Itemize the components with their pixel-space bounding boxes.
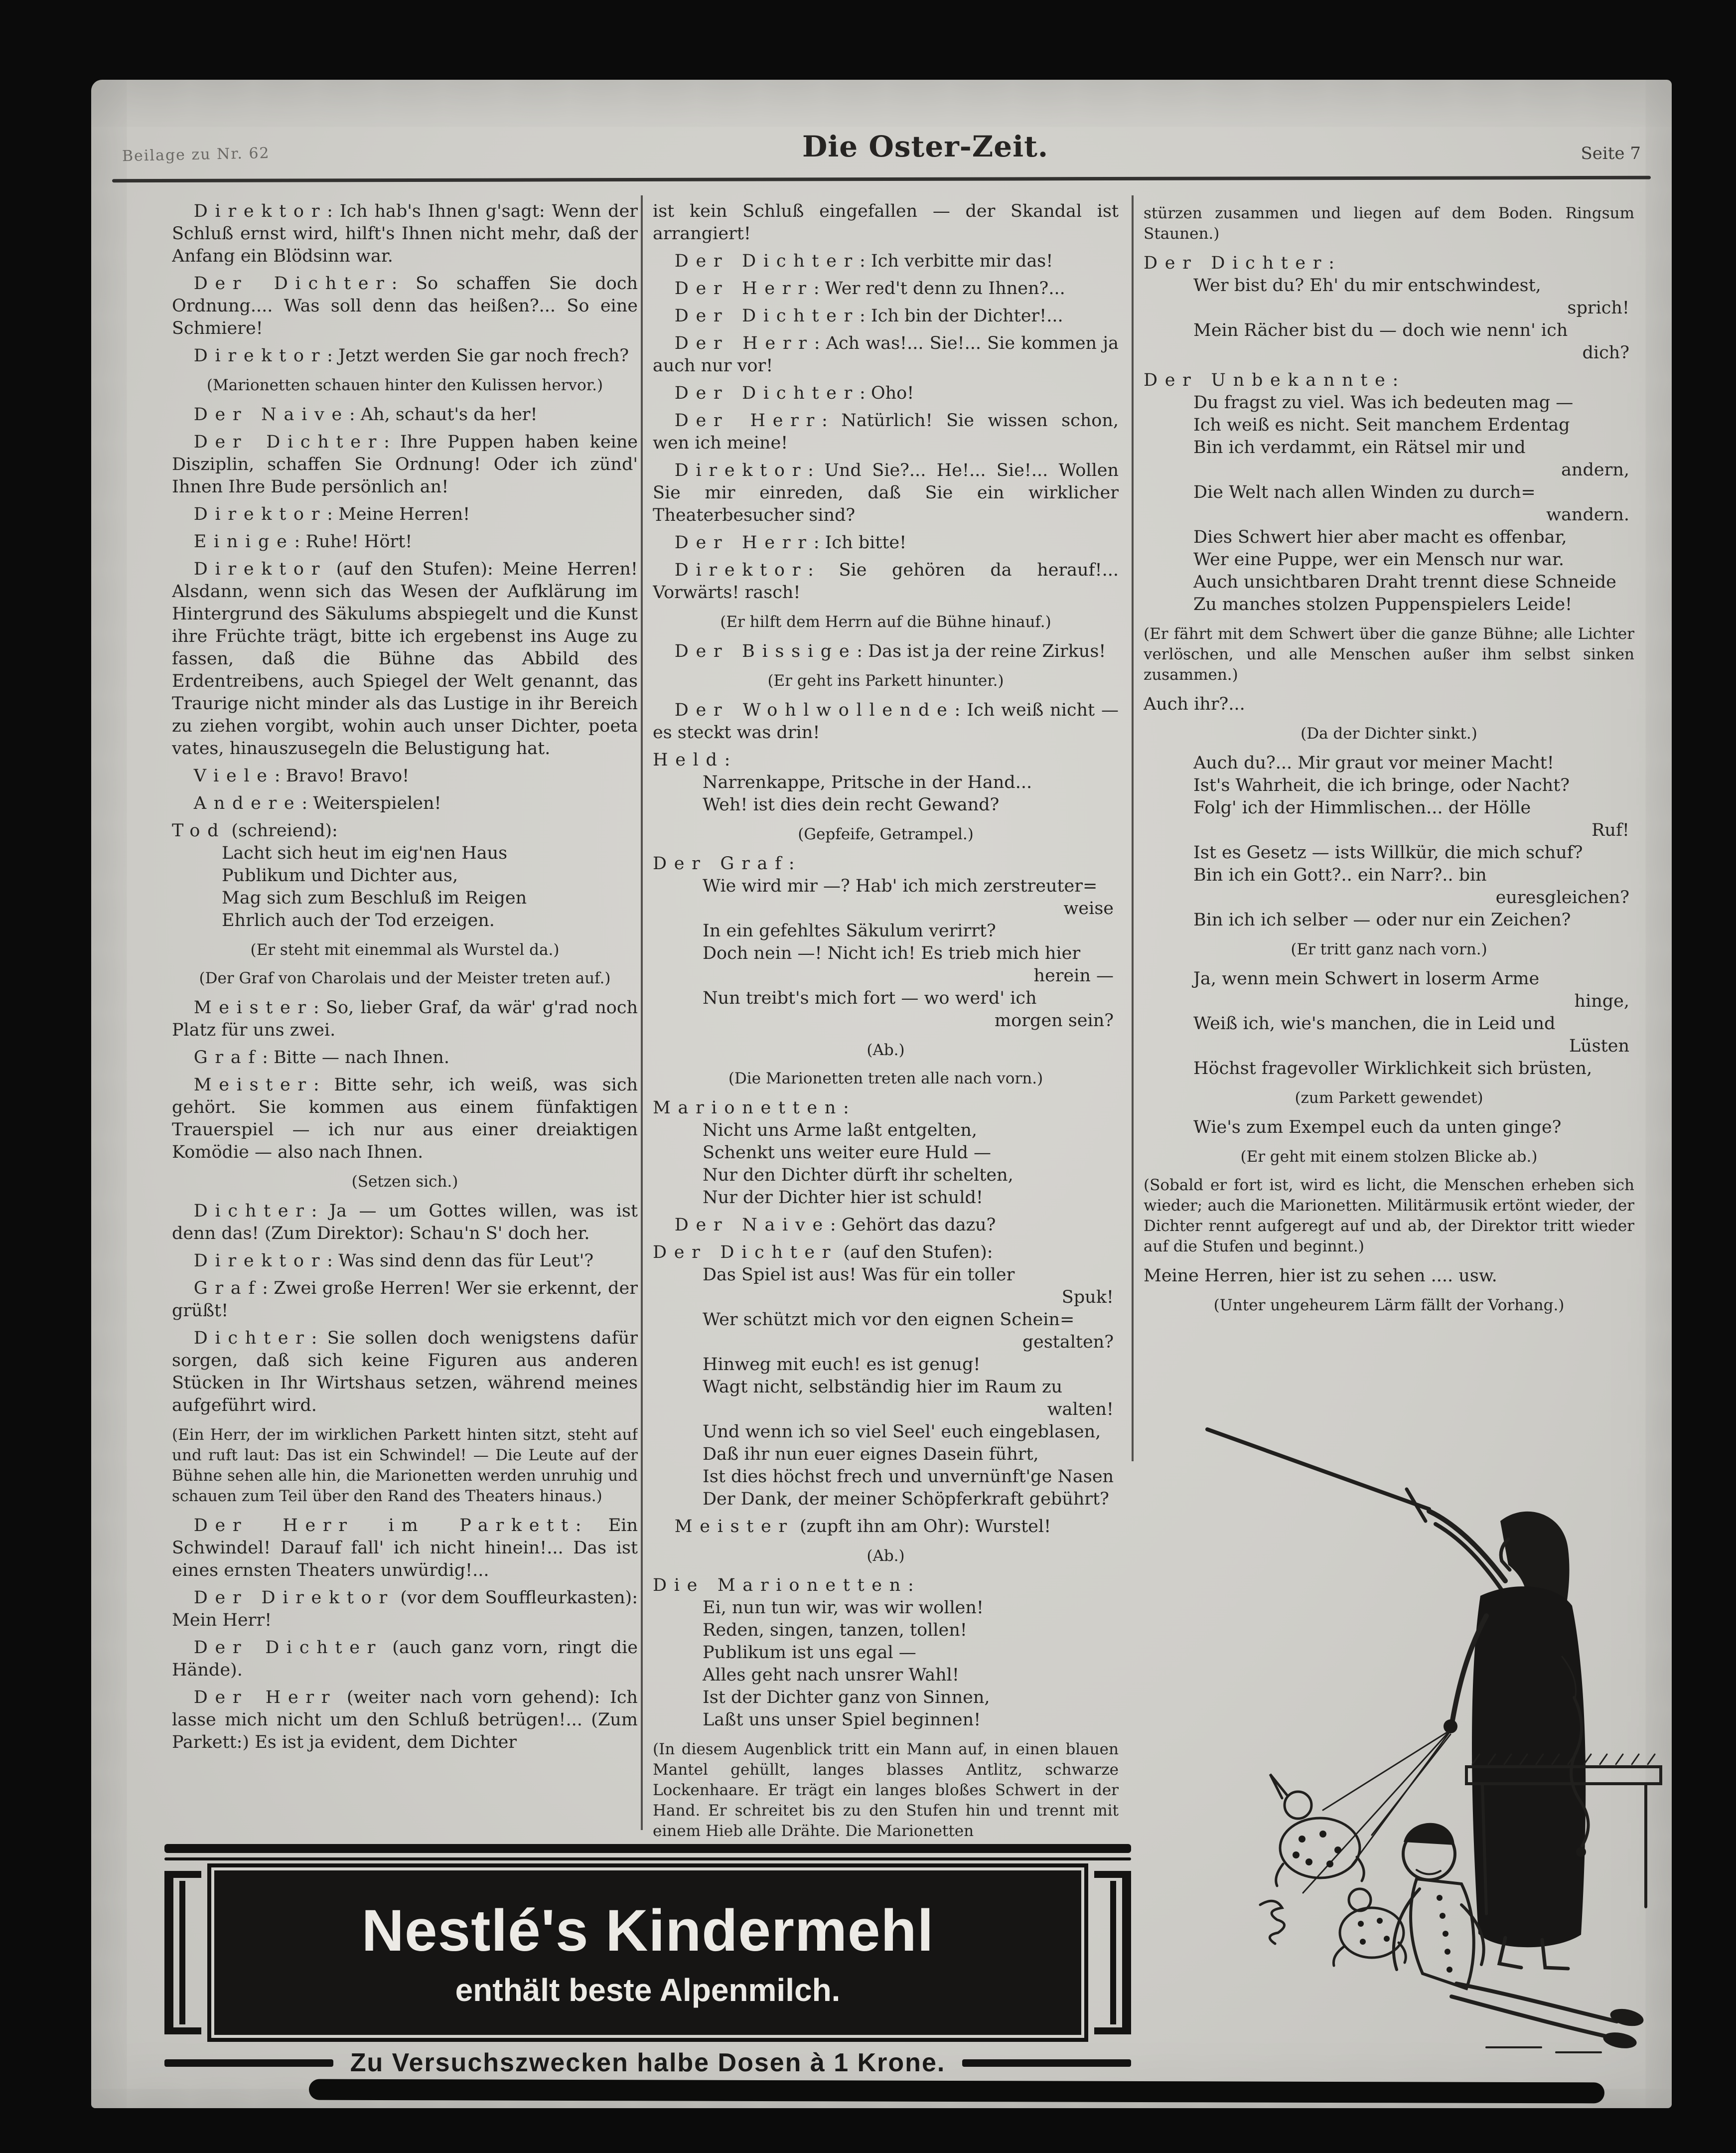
verse-line: Bin ich verdammt, ein Rätsel mir und (1193, 438, 1526, 458)
speaker-name: Der Dichter (193, 432, 384, 452)
speaker-name: Der Dichter (674, 383, 860, 403)
speaker-note: : (860, 383, 866, 403)
speaker-note: : (327, 504, 333, 524)
newspaper-title: Die Oster-Zeit. (802, 130, 1049, 163)
sword-icon (1207, 1429, 1429, 1509)
verse-line: Narrenkappe, Pritsche in der Hand... (703, 772, 1032, 792)
verse (1144, 968, 1634, 1080)
dialogue-verse (1144, 369, 1634, 616)
speaker-note: : (1392, 370, 1399, 390)
dialogue: Der Dichter: Ich bin der Dichter!... (674, 306, 1063, 326)
speaker-name: Direktor (674, 560, 808, 580)
dialogue: Der Bissige: Das ist ja der reine Zirkus! (674, 641, 1106, 661)
speaker-note: : (814, 333, 820, 353)
stage-direction: (Marionetten schauen hinter den Kulissen hervor.) (206, 376, 603, 394)
dialogue: Direktor: Ich hab's Ihnen g'sagt: Wenn der Schluß ernst wird, hilft's Ihnen nicht mehr, daß der Anfang ein Blödsinn war. (172, 201, 638, 266)
scan-bottom-smudge (309, 2079, 1604, 2104)
speaker-name: Direktor (674, 461, 808, 480)
verse-line: Die Welt nach allen Winden zu durch= (1193, 482, 1536, 502)
verse-line: dich? (1582, 343, 1629, 363)
dialogue: Der Herr: Natürlich! Sie wissen schon, wen ich meine! (653, 411, 1119, 453)
dialogue: Dichter: Ja — um Gottes willen, was ist denn das! (Zum Direktor): Schau'n S' doch her. (172, 1201, 638, 1243)
verse-line: Ich weiß es nicht. Seit manchem Erdentag (1193, 415, 1570, 435)
speaker-name: Die Marionetten (653, 1575, 908, 1595)
stage-direction: (Die Marionetten treten alle nach vorn.) (728, 1070, 1043, 1087)
stage-direction: (Er hilft dem Herrn auf die Bühne hinauf.) (720, 613, 1051, 631)
column-3 (1144, 195, 1634, 1471)
paragraph: Meine Herren, hier ist zu sehen .... usw. (1144, 1266, 1497, 1286)
speaker-name: Graf (193, 1278, 263, 1298)
verse-line: Bin ich ein Gott?.. ein Narr?.. bin (1193, 865, 1487, 885)
verse-line: Wer eine Puppe, wer ein Mensch nur war. (1193, 550, 1565, 570)
stage-direction: (Der Graf von Charolais und der Meister treten auf.) (199, 969, 611, 987)
speaker-name: Der Wohlwollende (674, 700, 955, 720)
speaker-note: (vor dem Souffleurkasten): (394, 1588, 638, 1608)
speaker-name: Tod (172, 821, 226, 841)
speaker-name: Der Dichter (193, 274, 392, 294)
speaker-name: Meister (193, 998, 313, 1018)
verse-line: Ist der Dichter ganz von Sinnen, (703, 1688, 990, 1707)
speaker-name: Der Herr (674, 411, 822, 431)
verse-line: Wagt nicht, selbständig hier im Raum zu (703, 1377, 1063, 1397)
verse-lines (703, 1119, 1119, 1209)
dialogue: Der Dichter: Ihre Puppen haben keine Disziplin, schaffen Sie Ordnung! Oder ich zünd' Ihnen Ihre Bude persönlich an! (172, 432, 638, 497)
speaker-name: Der Dichter (674, 306, 860, 326)
speaker-name: Marionetten (653, 1098, 844, 1118)
speaker-name: Der Unbekannte (1144, 370, 1393, 390)
speaker-name: Der Herr (674, 279, 814, 299)
speaker-note: : (313, 998, 319, 1018)
verse-line: Wer bist du? Eh' du mir entschwindest, (1193, 276, 1541, 296)
verse (1144, 1116, 1634, 1139)
speaker-name: Der Naive (674, 1215, 830, 1235)
speaker-note: : (843, 1098, 849, 1118)
collapsed-puppet-3 (1260, 1901, 1285, 1944)
ad-frame (164, 1870, 1131, 2035)
speaker-note: (auch ganz vorn, ringt die Hände). (172, 1638, 638, 1680)
ad-top-rule-thin (164, 1857, 1131, 1860)
verse-lines (703, 1597, 1119, 1731)
speaker-note: (schreiend): (226, 821, 338, 841)
speaker-note: : (808, 560, 814, 580)
ad-top-rule (164, 1844, 1131, 1853)
speaker-name: Graf (193, 1048, 263, 1068)
ad-box (214, 1870, 1081, 2035)
speaker-note: : (830, 1215, 836, 1235)
speaker-name: Der Herr (193, 1688, 337, 1707)
verse-line: Dies Schwert hier aber macht es offenbar, (1193, 527, 1567, 547)
dialogue: Der Herr: Ich bitte! (674, 533, 907, 553)
verse-line: Bin ich ich selber — oder nur ein Zeichen? (1193, 910, 1571, 930)
verse-line: Schenkt uns weiter eure Huld — (703, 1143, 992, 1163)
speaker-name: Held (653, 750, 724, 770)
stage-direction: (Da der Dichter sinkt.) (1301, 725, 1477, 743)
verse-line: andern, (1561, 460, 1629, 480)
speaker-note: : (821, 411, 828, 431)
dialogue: Der Herr im Parkett: Ein Schwindel! Darauf fall' ich nicht hinein!... Das ist eines ernsten Theaters unwürdig!... (172, 1516, 638, 1580)
column-2 (653, 195, 1119, 1840)
ad-offer-row (164, 2048, 1131, 2078)
newspaper-page (91, 80, 1672, 2108)
verse-line: Ist dies höchst frech und unvernünft'ge Nasen (703, 1467, 1114, 1487)
verse-line: Mein Rächer bist du — doch wie nenn' ich (1193, 320, 1568, 340)
stage-direction: (Gepfeife, Getrampel.) (798, 825, 974, 843)
verse-line: Zu manches stolzen Puppenspielers Leide! (1193, 595, 1573, 615)
dialogue-verse (172, 820, 638, 932)
stage-direction: (Ab.) (867, 1547, 905, 1565)
stage-direction: (Er steht mit einemmal als Wurstel da.) (250, 941, 560, 959)
verse-line: Ei, nun tun wir, was wir wollen! (703, 1598, 984, 1618)
speaker-note: : (327, 1251, 333, 1271)
speaker-name: Der Bissige (674, 641, 857, 661)
dialogue: Meister: Bitte sehr, ich weiß, was sich gehört. Sie kommen aus einem fünfaktigen Trauerspiel — ich nur aus einer dreiaktigen Komödie — also nach Ihnen. (172, 1075, 638, 1162)
verse-line: Wie's zum Exempel euch da unten ginge? (1193, 1117, 1562, 1137)
verse-lines (1193, 275, 1634, 364)
verse-line: Ehrlich auch der Tod erzeigen. (222, 911, 495, 930)
dialogue: Direktor: Meine Herren! (193, 504, 470, 524)
speaker-name: Direktor (193, 504, 327, 524)
verse-line: Auch du?... Mir graut vor meiner Macht! (1193, 753, 1554, 773)
stage-direction: (Er tritt ganz nach vorn.) (1291, 940, 1487, 958)
stage-note: (Ein Herr, der im wirklichen Parkett hinten sitzt, steht auf und ruft laut: Das ist ein Schwindel! — Die Leute auf der Bühne sehen alle hin, die Marionetten werden unruhig und schauen zum Teil über den Rand des Theaters hinaus.) (172, 1426, 638, 1505)
stage-direction: (Setzen sich.) (351, 1173, 458, 1191)
speaker-note: : (860, 306, 866, 326)
speaker-note: (weiter nach vorn gehend): (337, 1688, 600, 1707)
speaker-note: : (349, 405, 355, 425)
dialogue-verse (653, 749, 1119, 816)
stage-note: (In diesem Augenblick tritt ein Mann auf, in einen blauen Mantel gehüllt, langes blasses Antlitz, schwarze Lockenhaare. Er trägt ein langes bloßes Schwert in der Hand. Er schreitet bis zu den Stufen hin und trennt mit einem Hieb alle Drähte. Die Marionetten (653, 1740, 1119, 1840)
verse-lines (1193, 752, 1634, 931)
stage-direction: (Unter ungeheurem Lärm fällt der Vorhang.) (1213, 1296, 1565, 1314)
verse-line: In ein gefehltes Säkulum verirrt? (703, 921, 996, 941)
stage-note: (Sobald er fort ist, wird es licht, die Menschen erheben sich wieder; auch die Marionetten. Militärmusik ertönt wieder, der Dichter rennt aufgeregt auf und ab, der Direktor tritt wieder auf die Stufen und beginnt.) (1144, 1176, 1634, 1255)
verse-line: Nun treibt's mich fort — wo werd' ich (703, 988, 1037, 1008)
verse-line: Hinweg mit euch! es ist genug! (703, 1355, 981, 1375)
verse-line: Ist es Gesetz — ists Willkür, die mich schuf? (1193, 843, 1583, 863)
speaker-note: : (262, 1278, 268, 1298)
verse-line: Wie wird mir —? Hab' ich mich zerstreuter= (703, 876, 1098, 896)
verse-line: gestalten? (1022, 1332, 1114, 1352)
dialogue: Der Naive: Ah, schaut's da her! (193, 405, 538, 425)
verse-line: wandern. (1546, 505, 1629, 525)
verse-lines (703, 875, 1119, 1032)
dialogue: Der Herr: Ach was!... Sie!... Sie kommen ja auch nur vor! (653, 333, 1119, 376)
speaker-name: Dichter (193, 1201, 311, 1221)
column-divider-2 (1132, 195, 1134, 1461)
speaker-note: : (327, 201, 333, 221)
verse-lines (703, 771, 1119, 816)
speaker-name: Direktor (193, 559, 327, 579)
speaker-note: : (575, 1516, 581, 1536)
verse-line: Du fragst zu viel. Was ich bedeuten mag — (1193, 393, 1574, 413)
dialogue: Der Dichter: Oho! (674, 383, 914, 403)
verse-line: Höchst fragevoller Wirklichkeit sich brüsten, (1193, 1059, 1592, 1078)
marionette-illustration (1138, 1415, 1666, 2078)
speaker-note: : (313, 1075, 319, 1095)
stage-note: stürzen zusammen und liegen auf dem Boden. Ringsum Staunen.) (1144, 204, 1634, 243)
page-number: Seite 7 (1581, 144, 1641, 163)
speaker-name: Der Naive (193, 405, 349, 425)
dialogue: Meister (zupft ihn am Ohr): Wurstel! (674, 1517, 1051, 1537)
dialogue: Direktor: Jetzt werden Sie gar noch frech? (193, 346, 629, 366)
verse-line: Folg' ich der Himmlischen... der Hölle (1193, 798, 1531, 818)
collapsed-puppet-1 (1270, 1774, 1364, 1886)
verse-line: Spuk! (1061, 1287, 1114, 1307)
speaker-name: Direktor (193, 201, 327, 221)
dialogue: Viele: Bravo! Bravo! (193, 766, 410, 786)
verse-line: Nur den Dichter dürft ihr schelten, (703, 1165, 1013, 1185)
verse-line: walten! (1047, 1399, 1114, 1419)
dialogue: Meister: So, lieber Graf, da wär' g'rad noch Platz für uns zwei. (172, 998, 638, 1040)
dialogue-verse (653, 1097, 1119, 1209)
verse-lines (222, 842, 638, 932)
verse-line: Publikum ist uns egal — (703, 1643, 916, 1663)
speaker-note: : (274, 766, 281, 786)
speaker-note: : (954, 700, 961, 720)
speaker-name: Der Herr (674, 333, 814, 353)
speaker-name: Der Dichter (674, 251, 860, 271)
speaker-name: Viele (193, 766, 275, 786)
verse-line: Laßt uns unser Spiel beginnen! (703, 1710, 981, 1730)
ad-ornament-left (164, 1871, 201, 2034)
verse-line: euresgleichen? (1495, 888, 1629, 908)
speaker-name: Direktor (193, 1251, 327, 1271)
ad-bottom-rule-left (164, 2059, 333, 2067)
speaker-name: Andere (193, 793, 302, 813)
speaker-note: : (788, 854, 795, 874)
verse-lines (1193, 1116, 1634, 1139)
dialogue-verse (653, 1241, 1119, 1511)
speaker-note: : (301, 793, 308, 813)
verse-line: Nur der Dichter hier ist schuld! (703, 1188, 983, 1208)
speaker-name: Der Graf (653, 854, 789, 874)
paragraph: Auch ihr?... (1144, 694, 1245, 714)
verse-line: Publikum und Dichter aus, (222, 866, 458, 886)
dialogue-verse (653, 853, 1119, 1032)
dialogue: Direktor: Und Sie?... He!... Sie!... Wollen Sie mir einreden, daß Sie ein wirklicher Theaterbesucher sind? (653, 461, 1119, 525)
speaker-name: Meister (193, 1075, 313, 1095)
stage-note: (Er fährt mit dem Schwert über die ganze Bühne; alle Lichter verlöschen, und alle Menschen außer ihm selbst sinken zusammen.) (1144, 625, 1634, 684)
verse-line: sprich! (1567, 298, 1629, 318)
verse-line: herein — (1033, 966, 1114, 986)
dialogue: Direktor (auf den Stufen): Meine Herren! Alsdann, wenn sich das Wesen der Aufklärung im Hintergrund des Säkulums abspiegelt und die Kunst ihre Früchte trägt, bitte ich ergebenst ins Auge zu fassen, daß die Bühne das Abbild des Erdentreibens, auch Spiegel der Welt genannt, das Traurige nicht minder als das Lustige in ihr Bereich zu ziehen vorgibt, wohin auch unser Dichter, poeta vates, hinauszusegeln die Belustigung hat. (172, 559, 638, 759)
speaker-note: : (327, 346, 333, 366)
ad-ornament-right (1094, 1871, 1131, 2034)
verse-line: Wer schützt mich vor den eignen Schein= (703, 1310, 1075, 1330)
speaker-note: (auf den Stufen): (838, 1242, 993, 1262)
verse-line: Weh! ist dies dein recht Gewand? (703, 795, 1000, 815)
speaker-note: : (1328, 253, 1335, 273)
speaker-note: : (808, 461, 814, 480)
verse-line: Daß ihr nun euer eignes Dasein führt, (703, 1444, 1039, 1464)
verse-lines (703, 1264, 1119, 1511)
verse-line: Und wenn ich so viel Seel' euch eingeblasen, (703, 1422, 1101, 1442)
dialogue: Direktor: Sie gehören da herauf!... Vorwärts! rasch! (653, 560, 1119, 603)
column-1 (172, 195, 638, 1840)
speaker-name: Dichter (193, 1328, 311, 1348)
ad-product-slogan: enthält beste Alpenmilch. (455, 1972, 841, 2008)
verse-line: Lacht sich heut im eig'nen Haus (222, 843, 508, 863)
speaker-name: Einige (193, 532, 294, 552)
speaker-note: : (384, 432, 390, 452)
dialogue: Graf: Zwei große Herren! Wer sie erkennt, der grüßt! (172, 1278, 638, 1321)
verse-lines (1193, 968, 1634, 1080)
verse-line: Auch unsichtbaren Draht trennt diese Schneide (1193, 572, 1616, 592)
speaker-note: (auf den Stufen): (327, 559, 493, 579)
dialogue: Einige: Ruhe! Hört! (193, 532, 413, 552)
verse-line: Lüsten (1569, 1036, 1629, 1056)
verse-line: weise (1063, 899, 1114, 919)
dialogue: Der Dichter: So schaffen Sie doch Ordnung.... Was soll denn das heißen?... So eine Schmiere! (172, 274, 638, 338)
page-header (122, 130, 1641, 163)
dialogue: Der Dichter: Ich verbitte mir das! (674, 251, 1053, 271)
dialogue (172, 1637, 638, 1682)
speaker-note: : (907, 1575, 914, 1595)
speaker-note: : (294, 532, 300, 552)
ad-offer-text: Zu Versuchszwecken halbe Dosen à 1 Krone. (350, 2048, 946, 2077)
speaker-note: : (724, 750, 730, 770)
speaker-name: Der Dichter (653, 1242, 838, 1262)
speaker-note: : (311, 1328, 317, 1348)
dialogue: Der Direktor (vor dem Souffleurkasten): Mein Herr! (172, 1588, 638, 1630)
verse-line: Ruf! (1591, 820, 1629, 840)
dialogue: Dichter: Sie sollen doch wenigstens dafür sorgen, daß sich keine Figuren aus anderen Stücken in Ihr Wirtshaus setzen, während meines aufgeführt wird. (172, 1328, 638, 1415)
speaker-name: Der Dichter (193, 1638, 383, 1658)
speaker-note: : (813, 279, 820, 299)
ad-product-name: Nestlé's Kindermehl (361, 1898, 934, 1964)
ad-bottom-rule-right (962, 2059, 1131, 2067)
verse-line: morgen sein? (995, 1011, 1114, 1031)
verse-line: Reden, singen, tanzen, tollen! (703, 1620, 967, 1640)
paragraph: ist kein Schluß eingefallen — der Skandal ist arrangiert! (653, 201, 1119, 244)
verse-lines (1193, 392, 1634, 616)
dialogue: Der Naive: Gehört das dazu? (674, 1215, 996, 1235)
verse-line: Ja, wenn mein Schwert in loserm Arme (1193, 969, 1540, 989)
verse-line: Der Dank, der meiner Schöpferkraft gebührt? (703, 1489, 1109, 1509)
speaker-name: Der Herr (674, 533, 814, 553)
stage-direction: (Er geht mit einem stolzen Blicke ab.) (1240, 1148, 1538, 1166)
stage-direction: (Er geht ins Parkett hinunter.) (767, 672, 1004, 690)
speaker-note: : (813, 533, 820, 553)
dialogue: Der Herr: Wer red't denn zu Ihnen?... (674, 279, 1065, 299)
advertisement (164, 1844, 1131, 2078)
verse (1144, 752, 1634, 931)
speaker-name: Meister (674, 1517, 794, 1537)
verse-line: Ist's Wahrheit, die ich bringe, oder Nacht? (1193, 775, 1570, 795)
verse-line: Doch nein —! Nicht ich! Es trieb mich hier (703, 943, 1081, 963)
column-divider-1 (641, 195, 643, 1830)
verse-line: Mag sich zum Beschluß im Reigen (222, 888, 527, 908)
stage-direction: (Ab.) (867, 1041, 905, 1059)
speaker-note: : (391, 274, 398, 294)
header-rule (112, 176, 1651, 182)
speaker-note: : (262, 1048, 268, 1068)
header-supplement-label: Beilage zu Nr. 62 (122, 144, 270, 165)
speaker-note: : (860, 251, 866, 271)
verse-line: Weiß ich, wie's manchen, die in Leid und (1193, 1014, 1556, 1034)
verse-line: Alles geht nach unsrer Wahl! (703, 1665, 959, 1685)
speaker-name: Der Direktor (193, 1588, 395, 1608)
verse-line: hinge, (1574, 991, 1629, 1011)
verse-line: Das Spiel ist aus! Was für ein toller (703, 1265, 1015, 1285)
speaker-name: Der Herr im Parkett (193, 1516, 576, 1536)
dialogue: Graf: Bitte — nach Ihnen. (193, 1048, 449, 1068)
dialogue: Direktor: Was sind denn das für Leut'? (193, 1251, 594, 1271)
sword-figure-drawing (1138, 1415, 1666, 2078)
dialogue: Andere: Weiterspielen! (193, 793, 441, 813)
speaker-name: Direktor (193, 346, 327, 366)
speaker-note: (zupft ihn am Ohr): (794, 1517, 970, 1537)
speaker-note: : (311, 1201, 317, 1221)
verse-line: Nicht uns Arme laßt entgelten, (703, 1120, 978, 1140)
speaker-name: Der Dichter (1144, 253, 1329, 273)
dialogue-verse (653, 1574, 1119, 1731)
speaker-note: : (857, 641, 863, 661)
dialogue: Der Wohlwollende: Ich weiß nicht — es steckt was drin! (653, 700, 1119, 743)
dialogue: Der Herr (weiter nach vorn gehend): Ich lasse mich nicht um den Schluß betrügen!... (Zum Parkett:) Es ist ja evident, dem Dichter (172, 1688, 638, 1752)
dialogue-verse (1144, 252, 1634, 364)
stage-direction: (zum Parkett gewendet) (1295, 1089, 1483, 1107)
